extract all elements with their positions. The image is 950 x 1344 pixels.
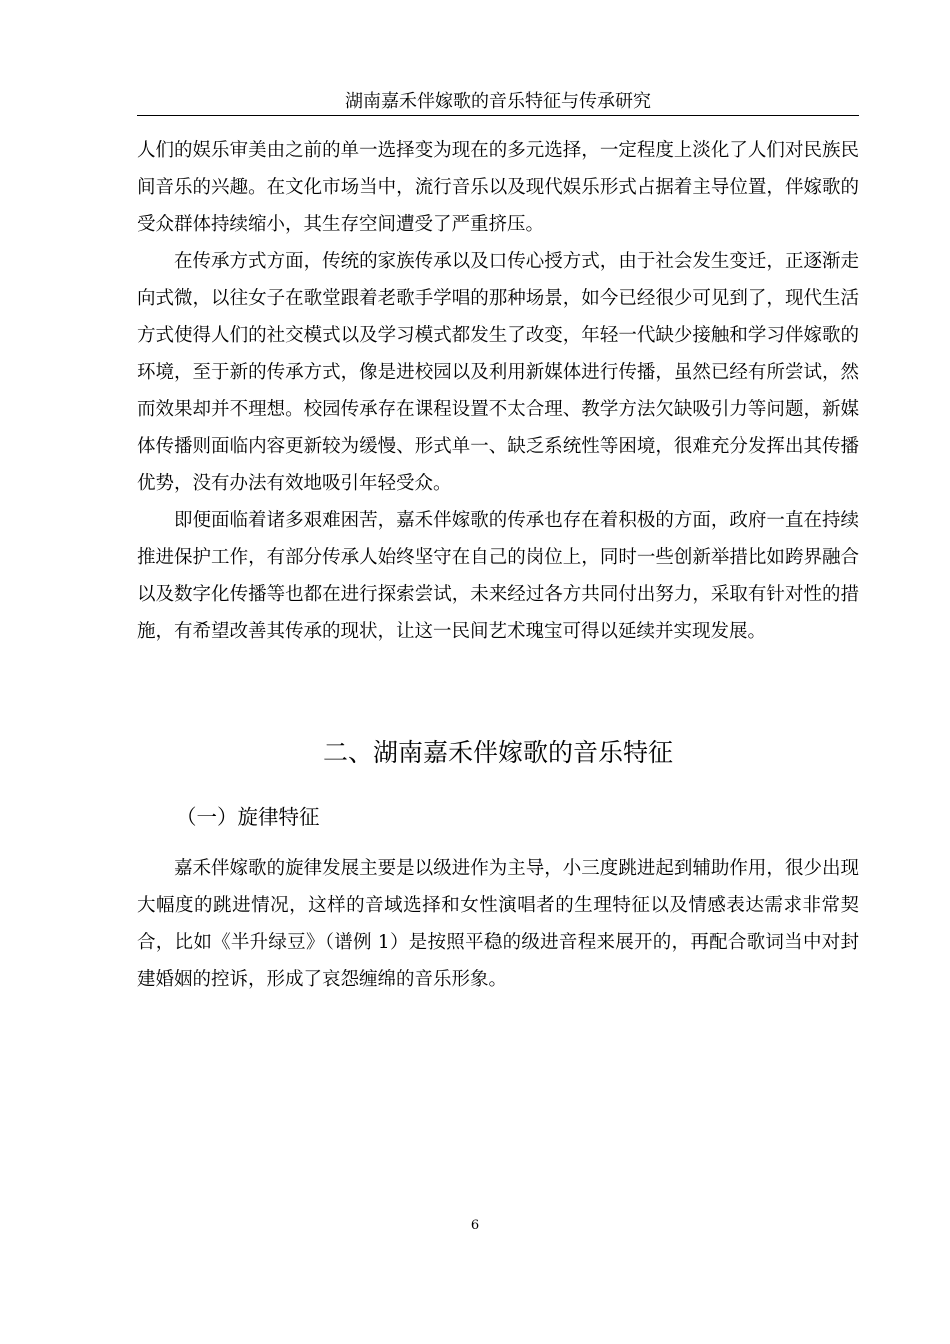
running-header: 湖南嘉禾伴嫁歌的音乐特征与传承研究 — [137, 89, 859, 116]
body-paragraph-1: 人们的娱乐审美由之前的单一选择变为现在的多元选择，一定程度上淡化了人们对民族民间音乐的兴趣。在文化市场当中，流行音乐以及现代娱乐形式占据着主导位置，伴嫁歌的受众群体持续缩小，其生存空间遭受了严重挤压。 — [137, 140, 859, 235]
subsection-heading: （一）旋律特征 — [176, 805, 320, 829]
body-paragraph-4: 嘉禾伴嫁歌的旋律发展主要是以级进作为主导，小三度跳进起到辅助作用，很少出现大幅度的跳进情况，这样的音域选择和女性演唱者的生理特征以及情感表达需求非常契合，比如《半升绿豆》（谱例 1）是按照平稳的级进音程来展开的，再配合歌词当中对封建婚姻的控诉，形成了哀怨缠绵的音乐形象。 — [137, 858, 859, 990]
section-heading: 二、湖南嘉禾伴嫁歌的音乐特征 — [322, 738, 673, 767]
page-number: 6 — [470, 1218, 480, 1233]
body-paragraph-3: 即便面临着诸多艰难困苦，嘉禾伴嫁歌的传承也存在着积极的方面，政府一直在持续推进保护工作，有部分传承人始终坚守在自己的岗位上，同时一些创新举措比如跨界融合以及数字化传播等也都在进行探索尝试，未来经过各方共同付出努力，采取有针对性的措施，有希望改善其传承的现状，让这一民间艺术瑰宝可得以延续并实现发展。 — [137, 510, 859, 642]
body-paragraph-2: 在传承方式方面，传统的家族传承以及口传心授方式，由于社会发生变迁，正逐渐走向式微，以往女子在歌堂跟着老歌手学唱的那种场景，如今已经很少可见到了，现代生活方式使得人们的社交模式以及学习模式都发生了改变，年轻一代缺少接触和学习伴嫁歌的环境，至于新的传承方式，像是进校园以及利用新媒体进行传播，虽然已经有所尝试，然而效果却并不理想。校园传承存在课程设置不太合理、教学方法欠缺吸引力等问题，新媒体传播则面临内容更新较为缓慢、形式单一、缺乏系统性等困境，很难充分发挥出其传播优势，没有办法有效地吸引年轻受众。 — [137, 251, 859, 494]
